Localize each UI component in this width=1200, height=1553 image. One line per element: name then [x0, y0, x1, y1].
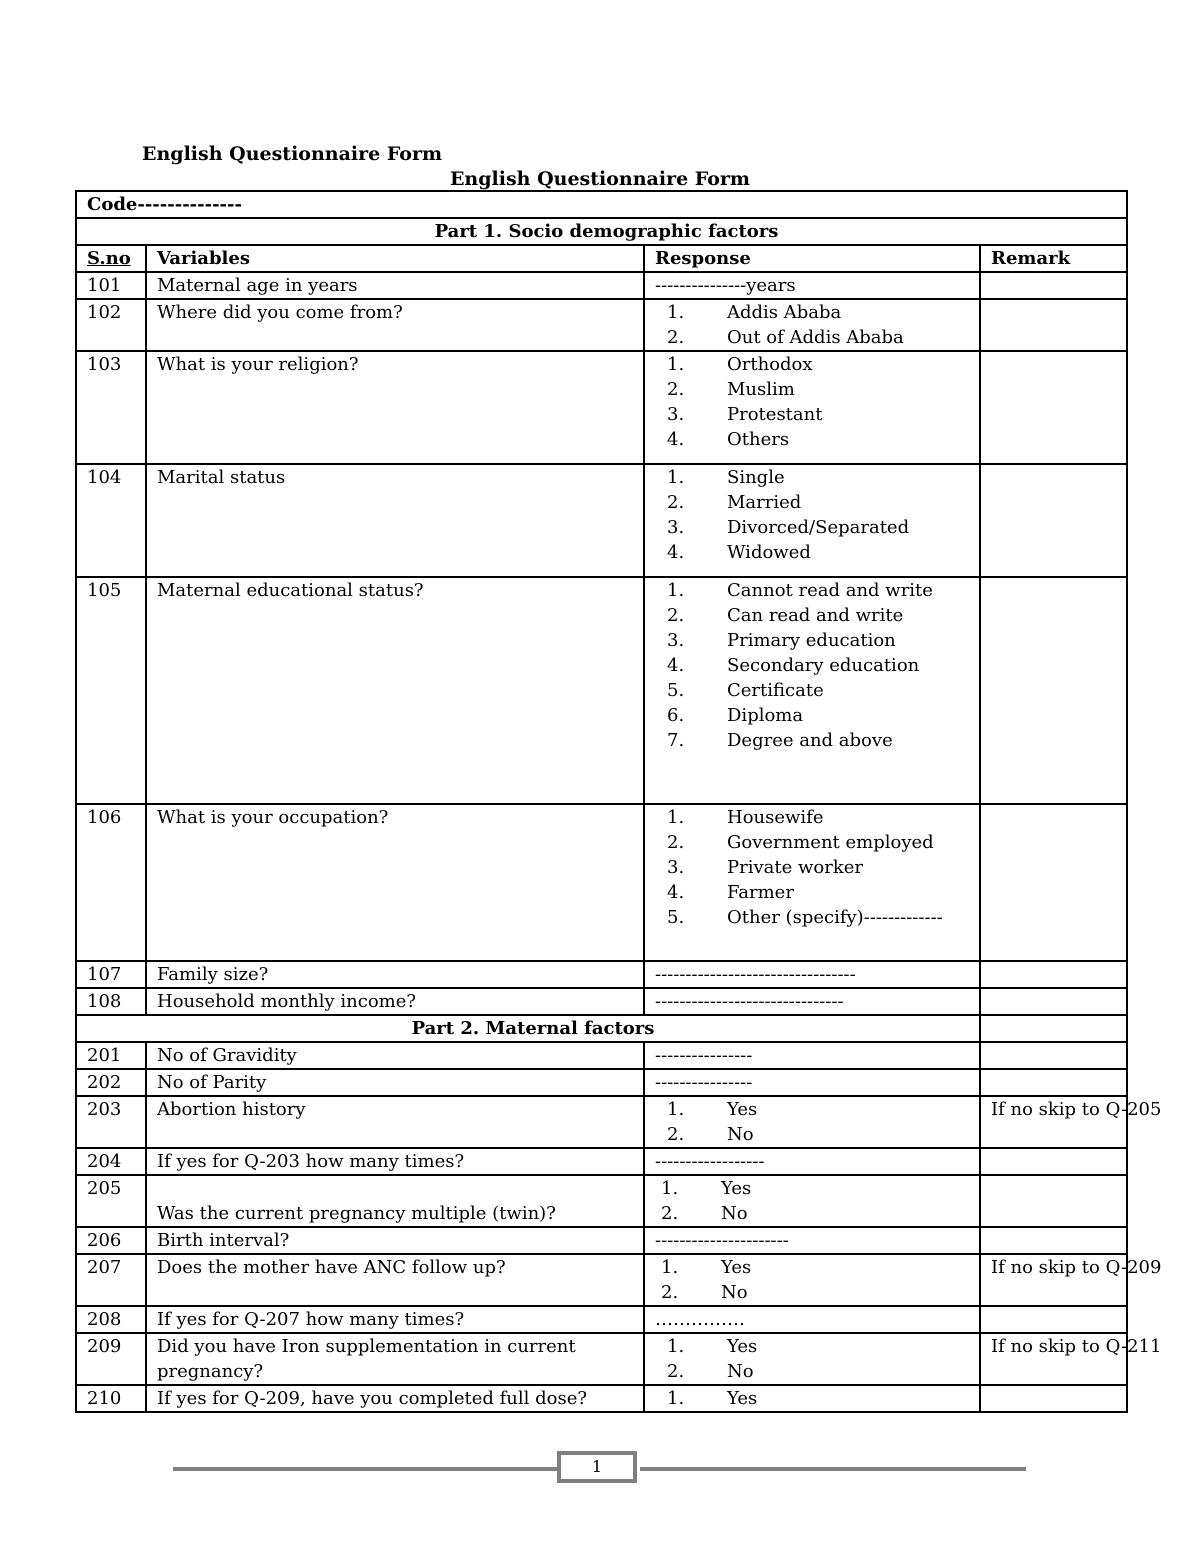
row-number: 107 [76, 961, 146, 988]
question-text: Marital status [146, 464, 644, 577]
row-number: 105 [76, 577, 146, 804]
response-options [644, 577, 980, 804]
response-options [644, 1096, 980, 1148]
row-number: 108 [76, 988, 146, 1015]
option-item: 2. No [667, 1361, 754, 1382]
table-row [76, 1096, 1127, 1148]
row-number: 201 [76, 1042, 146, 1069]
option-item: 2. No [661, 1203, 748, 1224]
remark-cell [980, 1042, 1127, 1069]
page-heading-center: English Questionnaire Form [449, 168, 751, 190]
footer-rule-right [640, 1467, 1026, 1471]
table-row [76, 464, 1127, 577]
row-number: 104 [76, 464, 146, 577]
option-item: 2. No [661, 1282, 748, 1303]
response-options [644, 1175, 980, 1227]
question-text: Household monthly income? [146, 988, 644, 1015]
option-item: 4. Farmer [667, 882, 794, 903]
table-row [76, 351, 1127, 464]
question-text: Birth interval? [146, 1227, 644, 1254]
option-item: 5. Other (specify)------------- [667, 907, 943, 928]
row-number: 106 [76, 804, 146, 961]
question-text: Maternal educational status? [146, 577, 644, 804]
option-item: 2. Muslim [667, 379, 795, 400]
remark-cell [980, 1069, 1127, 1096]
column-header-row [76, 245, 1127, 272]
remark-cell [980, 961, 1127, 988]
question-text: Was the current pregnancy multiple (twin)? [146, 1175, 644, 1227]
column-header-remark: Remark [980, 245, 1127, 272]
remark-cell [980, 351, 1127, 464]
option-item: 2. Can read and write [667, 605, 904, 626]
table-row [76, 988, 1127, 1015]
row-number: 209 [76, 1333, 146, 1385]
remark-cell: If no skip to Q-211 [980, 1333, 1127, 1385]
row-number: 202 [76, 1069, 146, 1096]
response-options [644, 804, 980, 961]
response-blank: ------------------ [644, 1148, 980, 1175]
option-item: 2. Government employed [667, 832, 934, 853]
remark-cell [980, 804, 1127, 961]
question-text: Maternal age in years [146, 272, 644, 299]
question-text: If yes for Q-203 how many times? [146, 1148, 644, 1175]
response-blank: ---------------- [644, 1042, 980, 1069]
option-item: 3. Primary education [667, 630, 896, 651]
column-header-variables: Variables [146, 245, 644, 272]
row-number: 203 [76, 1096, 146, 1148]
response-options [644, 1254, 980, 1306]
response-options [644, 299, 980, 351]
remark-cell: If no skip to Q-209 [980, 1254, 1127, 1306]
remark-cell [980, 1175, 1127, 1227]
option-item: 1. Addis Ababa [667, 302, 842, 323]
row-number: 207 [76, 1254, 146, 1306]
part1-header-row [76, 218, 1127, 245]
question-line: Did you have Iron supplementation in current [157, 1336, 576, 1357]
option-item: 4. Widowed [667, 542, 811, 563]
question-text: No of Gravidity [146, 1042, 644, 1069]
option-item: 7. Degree and above [667, 730, 893, 751]
table-row [76, 1385, 1127, 1412]
row-number: 101 [76, 272, 146, 299]
response-blank: --------------------------------- [644, 961, 980, 988]
part1-title: Part 1. Socio demographic factors [76, 218, 1127, 245]
row-number: 210 [76, 1385, 146, 1412]
option-item: 1. Orthodox [667, 354, 813, 375]
option-item: 1. Yes [661, 1257, 752, 1278]
response-options [644, 1333, 980, 1385]
option-item: 5. Certificate [667, 680, 824, 701]
table-row [76, 577, 1127, 804]
response-options [644, 1385, 980, 1412]
question-text [146, 1333, 644, 1385]
part2-title: Part 2. Maternal factors [76, 1015, 980, 1042]
table-row [76, 1042, 1127, 1069]
option-item: 1. Yes [667, 1388, 758, 1409]
page-number: 1 [557, 1451, 637, 1483]
option-item: 2. Married [667, 492, 802, 513]
remark-cell [980, 464, 1127, 577]
table-row [76, 1254, 1127, 1306]
remark-cell [980, 1227, 1127, 1254]
response-blank: ------------------------------- [644, 988, 980, 1015]
option-item: 4. Others [667, 429, 790, 450]
row-number: 206 [76, 1227, 146, 1254]
option-item: 1. Yes [667, 1336, 758, 1357]
remark-cell [980, 577, 1127, 804]
code-label: Code-------------- [76, 191, 1127, 218]
code-row [76, 191, 1127, 218]
response-blank: …………… [644, 1306, 980, 1333]
table-row [76, 804, 1127, 961]
remark-cell [980, 1015, 1127, 1042]
question-text: Where did you come from? [146, 299, 644, 351]
remark-cell [980, 988, 1127, 1015]
response-blank: ---------------- [644, 1069, 980, 1096]
column-header-response: Response [644, 245, 980, 272]
remark-cell [980, 299, 1127, 351]
option-item: 4. Secondary education [667, 655, 920, 676]
question-text: No of Parity [146, 1069, 644, 1096]
option-item: 3. Divorced/Separated [667, 517, 910, 538]
question-text: Abortion history [146, 1096, 644, 1148]
response-options [644, 464, 980, 577]
remark-cell [980, 1385, 1127, 1412]
remark-cell [980, 272, 1127, 299]
question-text: Does the mother have ANC follow up? [146, 1254, 644, 1306]
table-row [76, 299, 1127, 351]
option-item: 1. Yes [661, 1178, 752, 1199]
row-number: 208 [76, 1306, 146, 1333]
part2-header-row [76, 1015, 1127, 1042]
table-row [76, 1148, 1127, 1175]
page-heading-left: English Questionnaire Form [142, 143, 443, 165]
questionnaire-table [75, 190, 1162, 1413]
option-item: 1. Housewife [667, 807, 824, 828]
option-item: 1. Yes [667, 1099, 758, 1120]
row-number: 102 [76, 299, 146, 351]
option-item: 2. No [667, 1124, 754, 1145]
table-row [76, 1306, 1127, 1333]
table-row [76, 1333, 1127, 1385]
row-number: 204 [76, 1148, 146, 1175]
option-item: 3. Private worker [667, 857, 863, 878]
question-text: What is your religion? [146, 351, 644, 464]
column-header-sno: S.no [76, 245, 146, 272]
table-row [76, 961, 1127, 988]
remark-cell [980, 1148, 1127, 1175]
option-item: 1. Single [667, 467, 785, 488]
footer-rule-left [173, 1467, 558, 1471]
question-line: pregnancy? [157, 1361, 264, 1382]
remark-cell [980, 1306, 1127, 1333]
row-number: 103 [76, 351, 146, 464]
table-row [76, 1227, 1127, 1254]
question-text: Family size? [146, 961, 644, 988]
question-text: What is your occupation? [146, 804, 644, 961]
response-blank: ---------------------- [644, 1227, 980, 1254]
table-row [76, 1175, 1127, 1227]
question-text: If yes for Q-209, have you completed full dose? [146, 1385, 644, 1412]
option-item: 2. Out of Addis Ababa [667, 327, 904, 348]
remark-cell: If no skip to Q-205 [980, 1096, 1127, 1148]
response-options [644, 351, 980, 464]
option-item: 1. Cannot read and write [667, 580, 933, 601]
option-item: 3. Protestant [667, 404, 823, 425]
question-text: If yes for Q-207 how many times? [146, 1306, 644, 1333]
table-row [76, 1069, 1127, 1096]
row-number: 205 [76, 1175, 146, 1227]
option-item: 6. Diploma [667, 705, 804, 726]
table-row [76, 272, 1127, 299]
response-blank: ---------------years [644, 272, 980, 299]
